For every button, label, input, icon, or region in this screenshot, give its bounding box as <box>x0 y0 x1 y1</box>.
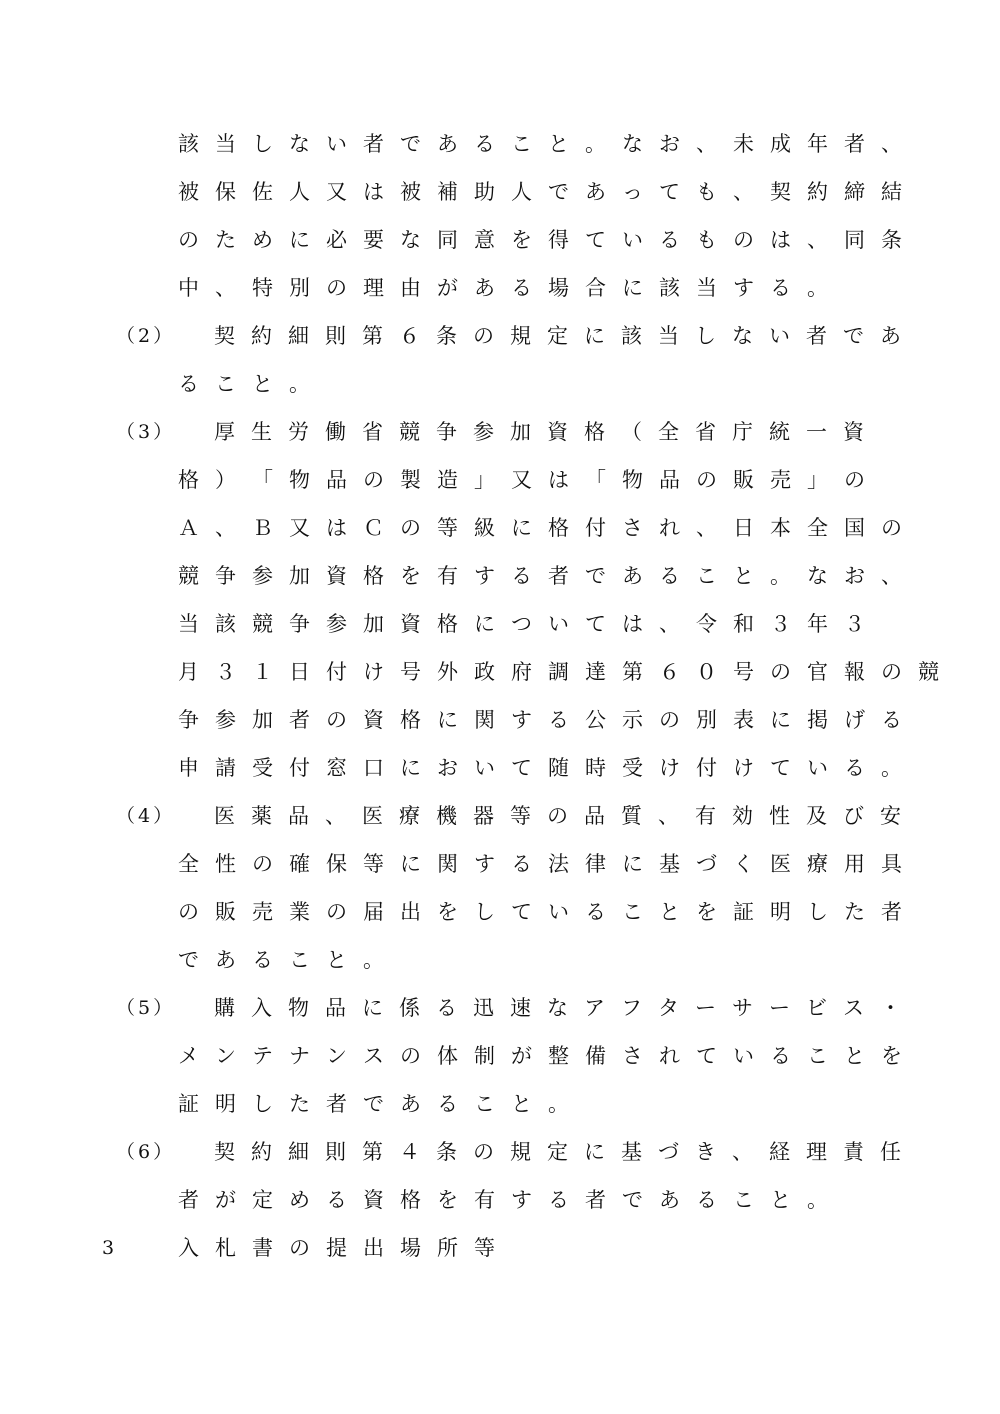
text-line: 争 参 加 者 の 資 格 に 関 す る 公 示 の 別 表 に 掲 げ る <box>178 708 902 732</box>
text-line: 格 ） 「 物 品 の 製 造 」 又 は 「 物 品 の 販 売 」 の <box>178 468 865 492</box>
item-number: （3） <box>116 421 176 443</box>
item-number: （5） <box>116 997 176 1019</box>
text-line: で あ る こ と 。 <box>178 948 384 972</box>
text-line: 該 当 し な い 者 で あ る こ と 。 な お 、 未 成 年 者 、 <box>178 132 902 156</box>
text-line: 厚 生 労 働 省 競 争 参 加 資 格 （ 全 省 庁 統 一 資 <box>214 420 864 444</box>
text-line: メ ン テ ナ ン ス の 体 制 が 整 備 さ れ て い る こ と を <box>178 1044 902 1068</box>
item-number: （6） <box>116 1141 176 1163</box>
section-number: 3 <box>102 1237 118 1259</box>
text-line: 全 性 の 確 保 等 に 関 す る 法 律 に 基 づ く 医 療 用 具 <box>178 852 902 876</box>
text-line: 契 約 細 則 第 ６ 条 の 規 定 に 該 当 し な い 者 で あ <box>214 324 901 348</box>
text-line: 月 ３ １ 日 付 け 号 外 政 府 調 達 第 ６ ０ 号 の 官 報 の 競 <box>178 660 939 684</box>
text-line: 証 明 し た 者 で あ る こ と 。 <box>178 1092 569 1116</box>
section-heading: 入 札 書 の 提 出 場 所 等 <box>178 1236 495 1260</box>
text-line: 者 が 定 め る 資 格 を 有 す る 者 で あ る こ と 。 <box>178 1188 828 1212</box>
text-line: 購 入 物 品 に 係 る 迅 速 な ア フ タ ー サ ー ビ ス ・ <box>214 996 901 1020</box>
text-line: 契 約 細 則 第 ４ 条 の 規 定 に 基 づ き 、 経 理 責 任 <box>214 1140 901 1164</box>
text-line: 医 薬 品 、 医 療 機 器 等 の 品 質 、 有 効 性 及 び 安 <box>214 804 901 828</box>
text-line: 中 、 特 別 の 理 由 が あ る 場 合 に 該 当 す る 。 <box>178 276 828 300</box>
text-line: 競 争 参 加 資 格 を 有 す る 者 で あ る こ と 。 な お 、 <box>178 564 902 588</box>
item-number: （4） <box>116 805 176 827</box>
text-line: の 販 売 業 の 届 出 を し て い る こ と を 証 明 し た 者 <box>178 900 902 924</box>
text-line: 被 保 佐 人 又 は 被 補 助 人 で あ っ て も 、 契 約 締 結 <box>178 180 902 204</box>
item-number: （2） <box>116 325 176 347</box>
text-line: Ａ 、 Ｂ 又 は Ｃ の 等 級 に 格 付 さ れ 、 日 本 全 国 の <box>178 516 902 540</box>
text-line: 申 請 受 付 窓 口 に お い て 随 時 受 け 付 け て い る 。 <box>178 756 902 780</box>
text-line: る こ と 。 <box>178 372 310 396</box>
text-line: の た め に 必 要 な 同 意 を 得 て い る も の は 、 同 条 <box>178 228 902 252</box>
text-line: 当 該 競 争 参 加 資 格 に つ い て は 、 令 和 ３ 年 ３ <box>178 612 865 636</box>
